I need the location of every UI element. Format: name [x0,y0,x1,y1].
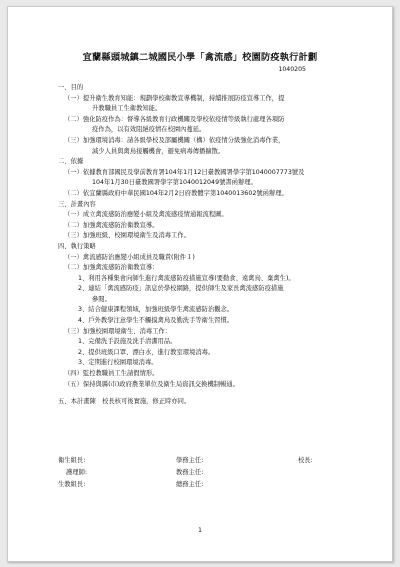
strategy-item-5: （五）保持與縣(市)政府農業單位及衛生局資訊交換機制暢通。 [64,380,239,388]
basis-item-1: （一）依據教育部國民及學前教育署104年1月12日臺教國署學字第1040007773號及 [64,168,305,176]
strategy-item-2: （二）加強禽流感防治衛教宣導： [64,264,159,272]
purpose-item-1-cont: 升教職員工生衛教知能。 [92,105,162,113]
section-heading-basis: 二、依據 [58,158,84,166]
strategy-item-1: （一）禽流感防治應變小組成員及職責(附件１) [64,253,195,261]
document-date-code: 1040205 [278,66,306,73]
signature-teaching-director: 教務主任: [176,469,204,476]
strategy-item-2-sub-2: 2、連結「禽流感防疫」訊息於學校網路，提供師生及家長禽流感防疫措施 [78,285,284,293]
document-page [7,6,393,562]
section-approval: 五、本計畫陳 校長核可後實施，修正時亦同。 [58,398,191,406]
purpose-item-3-cont: 減少人員與禽鳥接觸機會，避免病毒傳播擴散。 [92,147,225,155]
strategy-item-2-sub-1: 1、利用各種集會向師生進行禽流感防疫措施宣導(要勤食、遠禽鳥、棄禽生)。 [78,274,295,282]
purpose-item-2: （二）強化防疫作為：督導各級教育行政機關及學校依疫情等級執行處理各項防 [64,115,285,123]
signature-health-leader: 衛生組長: [58,457,86,464]
strategy-item-3: （三）加強校園環境衛生、消毒工作： [64,327,172,335]
strategy-item-2-sub-4: 4、戶外教學注意學生不觸摸禽鳥及勤洗手等衛生習慣。 [78,317,234,325]
strategy-item-4: （四）監控教職員工生請假情形。 [64,370,159,378]
signature-life-leader: 生教組長: [58,481,86,488]
purpose-item-2-cont: 疫作為，以有效阻絕疫情在校園內蔓延。 [92,126,206,134]
signature-general-director: 總務主任: [176,481,204,488]
signature-nurse: 護理師: [66,469,88,476]
content-item-3: （三）加強班級、校園環境衛生及消毒工作。 [64,232,190,240]
strategy-item-2-sub-2-cont: 參閱。 [92,295,111,303]
purpose-item-3: （三）加強環境消毒：請各級學校及部屬機關（構）依疫情分級強化消毒作業， [64,136,285,144]
content-item-2: （二）加強禽流感防治衛教宣導。 [64,221,159,229]
content-item-1: （一）成立禽流感防治應變小組及禽流感疫情通報流程圖。 [64,211,228,219]
strategy-item-3-sub-1: 1、完備洗手設施及洗手清潔用品。 [78,338,177,346]
section-heading-purpose: 一、目的 [58,84,84,91]
basis-item-1-cont: 104年1月30日臺教國署學字第1040012049號書函辦理。 [92,179,257,187]
signature-principal: 校長: [298,457,313,464]
strategy-item-2-sub-3: 3、結合健康課程領域，加強班級學生禽流感防治觀念。 [78,306,234,314]
document-body [58,83,358,408]
document-title: 宜蘭縣頭城鎮二城國民小學「禽流感」校園防疫執行計劃 [82,52,318,63]
section-heading-content: 三、計畫內容 [58,200,96,208]
basis-item-2: （二）依宜蘭縣政府中華民國104年2月2日府教體字第1040013602號函辦理。 [64,189,288,197]
strategy-item-3-sub-2: 2、提供班級口罩、漂白水，進行教室環境消毒。 [78,348,215,356]
page-number: 1 [197,527,202,534]
section-heading-strategy: 四、執行策略 [58,242,96,250]
strategy-item-3-sub-3: 3、定期進行校園環境消毒。 [78,359,158,367]
purpose-item-1: （一）提升衛生教育知能：規劃學校衛教宣導機制，持續推展防疫宣導工作，提 [64,94,285,102]
signature-academic-director: 學務主任: [176,457,204,464]
